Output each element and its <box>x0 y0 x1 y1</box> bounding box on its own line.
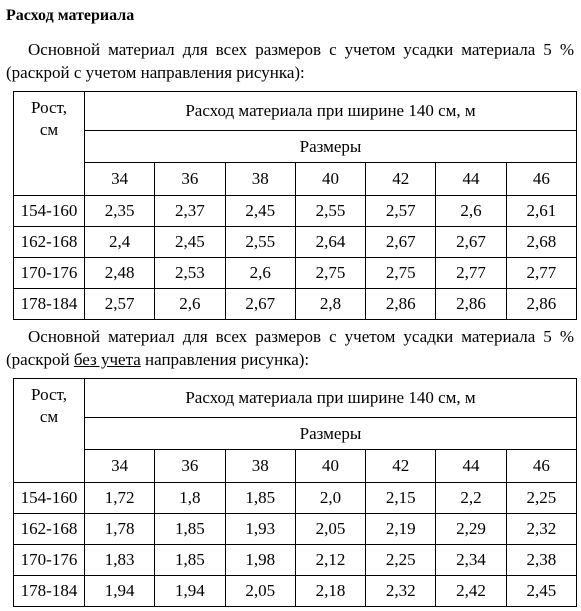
rost-header-label: Рост, <box>31 98 67 117</box>
size-cell: 34 <box>85 163 155 196</box>
value-cell: 2,67 <box>436 227 506 258</box>
rost-cell: 154-160 <box>14 196 85 227</box>
value-cell: 2,86 <box>506 289 576 320</box>
table-row <box>14 289 577 320</box>
rost-cell: 162-168 <box>14 227 85 258</box>
rost-header-cell <box>14 379 85 483</box>
value-cell: 1,83 <box>85 545 155 576</box>
rost-cell: 154-160 <box>14 483 85 514</box>
consumption-header: Расход материала при ширине 140 см, м <box>85 379 577 418</box>
intro-text: Основной материал для всех размеров с учетом усадки материала 5 % (раскрой с учетом направления рисунка): <box>6 40 574 82</box>
size-cell: 46 <box>506 450 576 483</box>
size-cell: 38 <box>225 450 295 483</box>
value-cell: 2,45 <box>506 576 576 607</box>
consumption-header: Расход материала при ширине 140 см, м <box>85 92 577 131</box>
value-cell: 2,15 <box>366 483 436 514</box>
value-cell: 2,55 <box>295 196 365 227</box>
value-cell: 2,19 <box>366 514 436 545</box>
value-cell: 2,6 <box>155 289 225 320</box>
rost-header-label: Рост, <box>31 385 67 404</box>
size-cell: 38 <box>225 163 295 196</box>
sizes-header: Размеры <box>85 131 577 163</box>
value-cell: 2,45 <box>225 196 295 227</box>
intro-text-end: направления рисунка): <box>140 350 310 369</box>
size-cell: 42 <box>366 450 436 483</box>
sizes-row <box>14 163 577 196</box>
value-cell: 2,35 <box>85 196 155 227</box>
value-cell: 1,8 <box>155 483 225 514</box>
value-cell: 2,75 <box>295 258 365 289</box>
value-cell: 2,05 <box>295 514 365 545</box>
value-cell: 2,12 <box>295 545 365 576</box>
value-cell: 2,32 <box>366 576 436 607</box>
rost-cell: 162-168 <box>14 514 85 545</box>
value-cell: 2,4 <box>85 227 155 258</box>
value-cell: 2,38 <box>506 545 576 576</box>
value-cell: 2,18 <box>295 576 365 607</box>
value-cell: 1,85 <box>155 545 225 576</box>
value-cell: 1,94 <box>155 576 225 607</box>
value-cell: 2,55 <box>225 227 295 258</box>
value-cell: 2,6 <box>225 258 295 289</box>
value-cell: 2,68 <box>506 227 576 258</box>
value-cell: 2,48 <box>85 258 155 289</box>
size-cell: 44 <box>436 450 506 483</box>
value-cell: 2,6 <box>436 196 506 227</box>
size-cell: 34 <box>85 450 155 483</box>
value-cell: 2,64 <box>295 227 365 258</box>
rost-header-unit: см <box>39 120 59 139</box>
value-cell: 2,45 <box>155 227 225 258</box>
value-cell: 2,77 <box>436 258 506 289</box>
value-cell: 2,57 <box>366 196 436 227</box>
value-cell: 2,75 <box>366 258 436 289</box>
size-cell: 42 <box>366 163 436 196</box>
value-cell: 1,72 <box>85 483 155 514</box>
value-cell: 2,25 <box>506 483 576 514</box>
intro-text: Основной материал для всех размеров с учетом усадки материала 5 % (раскрой <box>6 327 574 369</box>
value-cell: 2,67 <box>366 227 436 258</box>
table-row <box>14 227 577 258</box>
consumption-table-2 <box>13 378 577 607</box>
rost-cell: 178-184 <box>14 289 85 320</box>
section-heading: Расход материала <box>6 7 135 24</box>
value-cell: 2,25 <box>366 545 436 576</box>
value-cell: 1,78 <box>85 514 155 545</box>
value-cell: 1,94 <box>85 576 155 607</box>
table-row <box>14 545 577 576</box>
sizes-row <box>14 450 577 483</box>
size-cell: 40 <box>295 163 365 196</box>
value-cell: 2,61 <box>506 196 576 227</box>
value-cell: 2,37 <box>155 196 225 227</box>
value-cell: 2,86 <box>366 289 436 320</box>
value-cell: 2,67 <box>225 289 295 320</box>
value-cell: 1,98 <box>225 545 295 576</box>
intro-underlined: без учета <box>73 350 141 369</box>
value-cell: 2,86 <box>436 289 506 320</box>
rost-header-unit: см <box>39 407 59 426</box>
rost-cell: 178-184 <box>14 576 85 607</box>
value-cell: 2,29 <box>436 514 506 545</box>
table-row <box>14 576 577 607</box>
value-cell: 2,53 <box>155 258 225 289</box>
value-cell: 2,8 <box>295 289 365 320</box>
sizes-header: Размеры <box>85 418 577 450</box>
value-cell: 2,0 <box>295 483 365 514</box>
table-row <box>14 483 577 514</box>
value-cell: 2,34 <box>436 545 506 576</box>
rost-header-cell <box>14 92 85 196</box>
rost-cell: 170-176 <box>14 545 85 576</box>
table-row <box>14 196 577 227</box>
size-cell: 46 <box>506 163 576 196</box>
intro-paragraph-1 <box>6 38 574 84</box>
rost-cell: 170-176 <box>14 258 85 289</box>
size-cell: 36 <box>155 450 225 483</box>
consumption-table-1 <box>13 91 577 320</box>
value-cell: 2,57 <box>85 289 155 320</box>
value-cell: 2,42 <box>436 576 506 607</box>
size-cell: 36 <box>155 163 225 196</box>
value-cell: 2,77 <box>506 258 576 289</box>
table-row <box>14 514 577 545</box>
size-cell: 44 <box>436 163 506 196</box>
value-cell: 2,32 <box>506 514 576 545</box>
value-cell: 2,2 <box>436 483 506 514</box>
value-cell: 1,85 <box>155 514 225 545</box>
table-row <box>14 258 577 289</box>
value-cell: 1,93 <box>225 514 295 545</box>
intro-paragraph-2 <box>6 325 574 371</box>
value-cell: 1,85 <box>225 483 295 514</box>
value-cell: 2,05 <box>225 576 295 607</box>
size-cell: 40 <box>295 450 365 483</box>
